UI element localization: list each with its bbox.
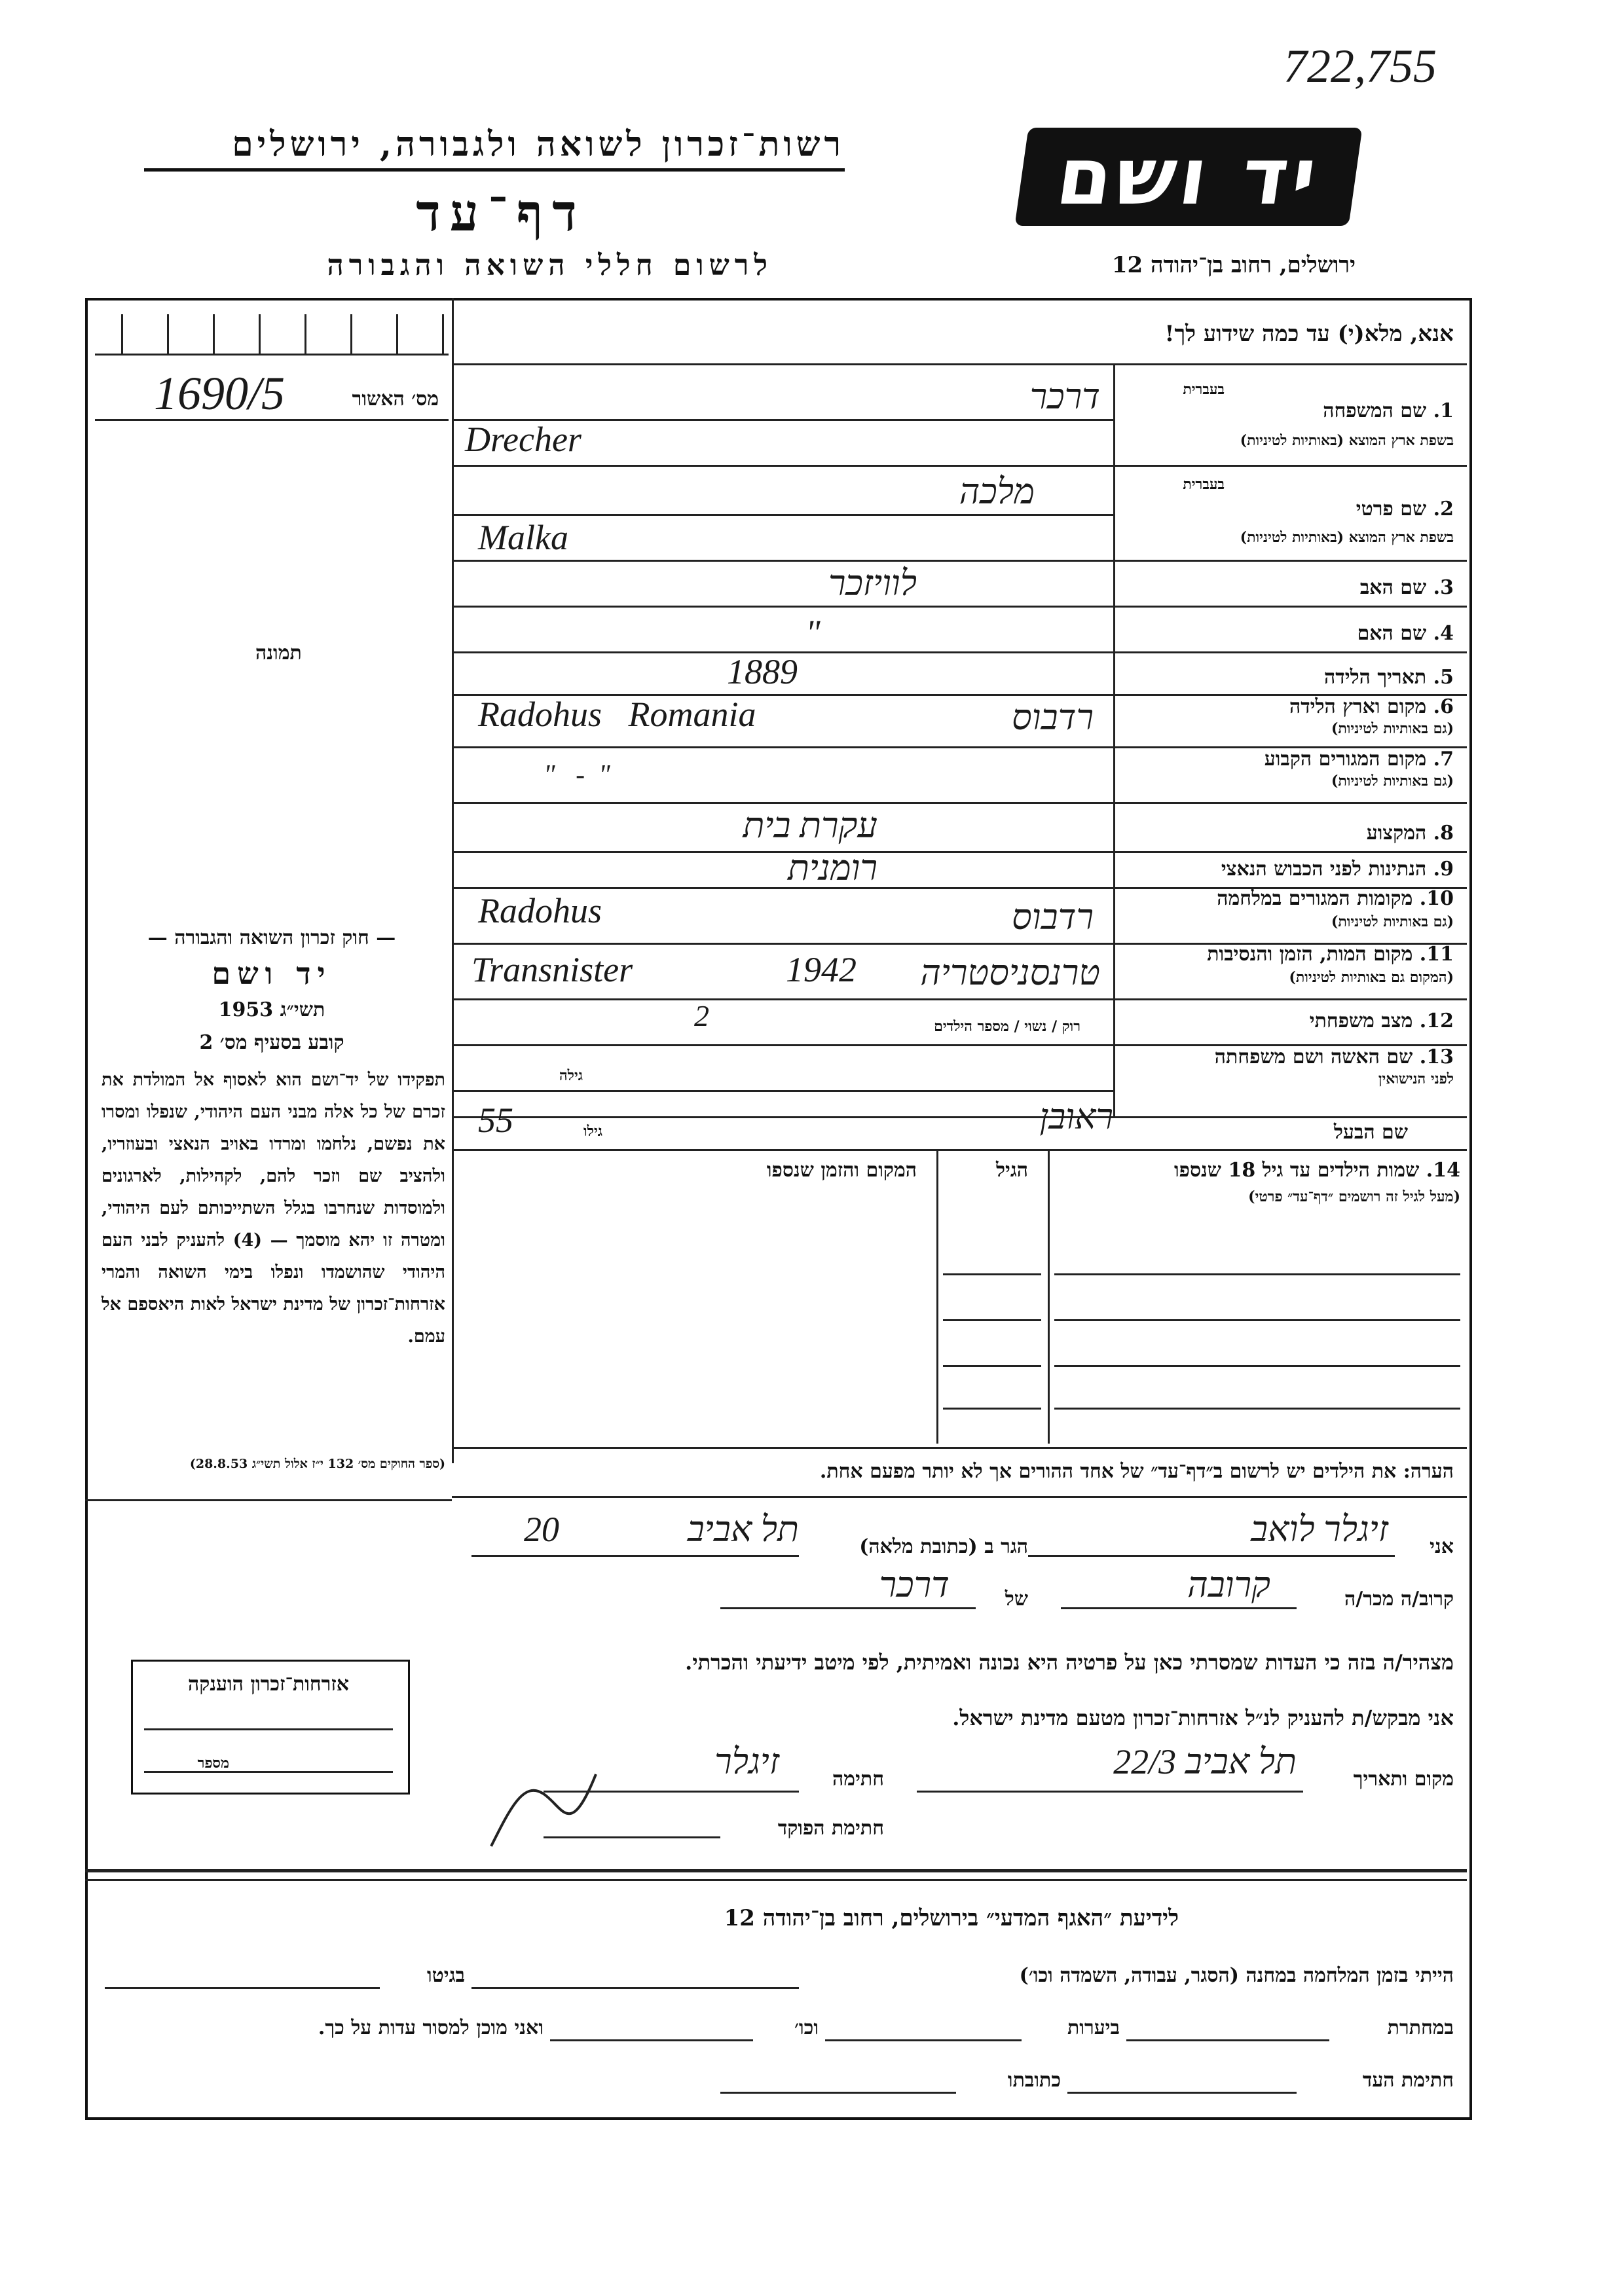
field-surname-hebrew-tag: בעברית <box>1183 381 1225 398</box>
field-husband-age-label: גילו <box>583 1123 602 1140</box>
field-mother-value: " <box>805 613 821 652</box>
signature-value: זיגלר <box>714 1742 779 1781</box>
field-wartime-residence-value-he: רדבוס <box>1012 898 1094 937</box>
footer-etc: וכו׳ <box>794 2016 819 2039</box>
officer-signature-scribble <box>485 1768 602 1853</box>
field-death-label: 11. מקום המות, הזמן והנסיבות <box>1207 943 1454 966</box>
footer-witness-signature: חתימת העד <box>1362 2069 1454 2092</box>
left-column-divider <box>452 298 454 1463</box>
children-col-age: הגיל <box>995 1159 1028 1182</box>
photo-label: תמונה <box>255 642 302 665</box>
form-title: דף־עד <box>416 183 586 243</box>
footer-underground: במחתרת <box>1387 2016 1454 2039</box>
field-surname-note: בשפת ארץ המוצא (באותיות לטיניות) <box>1240 432 1454 449</box>
field-wife-age-label: גילה <box>559 1067 583 1084</box>
declarant-of-name: דרכר <box>879 1565 950 1605</box>
field-family-status-label: 12. מצב משפחתי <box>1309 1010 1454 1032</box>
law-clause: קובע בסעיף מס׳ 2 <box>199 1031 344 1054</box>
footer-divider <box>85 1869 1467 1872</box>
field-death-value-lat: Transnister <box>471 950 633 989</box>
field-birthplace-value-lat: Radohus Romania <box>478 695 756 734</box>
footer-willing: ואני מוכן למסור עדות על כך. <box>318 2016 544 2039</box>
footer-forests: ביערות <box>1067 2016 1120 2039</box>
header-address: ירושלים, רחוב בן־יהודה 12 <box>1111 252 1356 278</box>
archive-number: 722,755 <box>1283 40 1437 92</box>
declarant-name: זיגלר לואב <box>1251 1510 1388 1549</box>
law-source: (ספר החוקים מס׳ 132 י״ז אלול תשי״ג 28.8.53) <box>189 1457 445 1471</box>
declarant-relation: קרובה <box>1187 1565 1270 1605</box>
citizenship-number-label: מספר <box>197 1755 229 1772</box>
children-label: 14. שמות הילדים עד גיל 18 שנספו <box>1173 1159 1460 1182</box>
field-wife-note: לפני הנישואין <box>1378 1070 1454 1087</box>
remark: הערה: את הילדים יש לרשום ב״דף־עד״ של אחד ההורים אך לא יותר מפעם אחת. <box>819 1460 1454 1483</box>
place-date-value: תל אביב 22/3 <box>1113 1742 1297 1781</box>
law-year: תשי״ג 1953 <box>218 998 325 1021</box>
approval-number: 1690/5 <box>154 367 286 420</box>
declaration-text: מצהיר/ה בזה כי העדות שמסרתי כאן על פרטיה היא נכונה ואמיתית, לפי מיטב ידיעתי והכרתי. <box>685 1650 1454 1675</box>
field-wartime-residence-label: 10. מקומות המגורים במלחמה <box>1217 887 1454 910</box>
law-heading: — חוק זכרון השואה והגבורה — <box>147 926 396 949</box>
field-wartime-residence-value-lat: Radohus <box>478 891 602 930</box>
field-children-count: 2 <box>694 999 709 1032</box>
field-nationality-value: רומנית <box>787 848 877 888</box>
declarant-address: תל אביב <box>687 1510 799 1549</box>
footer-ghetto: בגיטו <box>426 1964 465 1987</box>
field-father-value: לוויזכר <box>828 564 917 603</box>
citizenship-title: אזרחות־זכרון הוענקה <box>187 1673 350 1696</box>
field-residence-note: (גם באותיות לטיניות) <box>1331 773 1454 790</box>
field-husband-value: ראובן <box>1039 1097 1113 1137</box>
footer-title: לידיעת ״האגף המדעי״ בירושלים, רחוב בן־יהודה 12 <box>724 1905 1179 1931</box>
field-occupation-value: עקרת בית <box>743 806 877 845</box>
field-wife-label: 13. שם האשה ושם משפחתה <box>1214 1046 1454 1068</box>
approval-label: מס׳ האשור <box>352 388 439 410</box>
declarant-of-label: של <box>1005 1588 1028 1611</box>
authority-name: רשות־זכרון לשואה ולגבורה, ירושלים <box>144 124 845 172</box>
field-nationality-label: 9. הנתינות לפני הכבוש הנאצי <box>1221 858 1454 881</box>
declarant-residing-label: הגר ב (כתובת מלאה) <box>859 1535 1028 1558</box>
field-occupation-label: 8. המקצוע <box>1366 822 1454 845</box>
citizenship-request: אני מבקש/ת להעניק לנ״ל אזרחות־זכרון מטעם מדינת ישראל. <box>952 1705 1454 1730</box>
instruction: אנא, מלא(י) עד כמה שידוע לך! <box>1164 321 1454 347</box>
field-firstname-hebrew-tag: בעברית <box>1183 476 1225 493</box>
signature-label: חתימה <box>832 1768 884 1791</box>
children-col-place: המקום והזמן שנספו <box>766 1159 917 1182</box>
field-husband-age-value: 55 <box>478 1101 513 1140</box>
approval-ticks <box>95 314 449 354</box>
field-birthplace-label: 6. מקום וארץ הלידה <box>1289 695 1454 718</box>
law-text: תפקידו של יד־ושם הוא לאסוף אל המולדת את זכרם של כל אלה מבני העם היהודי, שנפלו ומסרו את נפשם, נלחמו ומרדו באויב הנאצי ובעוזריו, ולהציב שם וזכר להם, לקהילות, לארגונים ולמוסדות שנחרבו בגלל השתייכותם לעם היהודי, ומטרה זו יהא מוסמך — (4) להעניק לבני העם היהודי שהושמדו ונפלו בימי השואה והמרי אזרחות־זכרון של מדינת ישראל לאות היאספם אל עמם. <box>101 1070 445 1347</box>
yad-vashem-logo: יד ושם <box>1014 128 1362 226</box>
declarant-relative-label: קרוב/ה מכר/ה <box>1344 1588 1454 1611</box>
field-death-year: 1942 <box>786 950 857 989</box>
field-residence-label: 7. מקום המגורים הקבוע <box>1264 748 1454 771</box>
form-subtitle: לרשום חללי השואה והגבורה <box>327 249 773 282</box>
field-birthplace-value-he: רדבוס <box>1012 698 1094 737</box>
field-birthdate-label: 5. תאריך הלידה <box>1324 666 1454 689</box>
field-father-label: 3. שם האב <box>1359 576 1454 599</box>
field-husband-label: שם הבעל <box>1333 1121 1408 1144</box>
declarant-address-number: 20 <box>524 1510 559 1549</box>
field-death-value-he: טרנסניסטריה <box>920 953 1100 993</box>
place-date-label: מקום ותאריך <box>1353 1768 1454 1791</box>
children-note: (מעל לגיל זה רושמים ״דף־עד״ פרטי) <box>1248 1188 1460 1205</box>
field-surname-label: 1. שם המשפחה <box>1323 399 1454 422</box>
field-birthplace-note: (גם באותיות לטיניות) <box>1331 720 1454 737</box>
field-birthdate-value: 1889 <box>727 652 798 691</box>
label-column-divider <box>1113 363 1115 1116</box>
field-wartime-residence-note: (גם באותיות לטיניות) <box>1331 913 1454 930</box>
field-surname-value-lat: Drecher <box>465 420 581 459</box>
field-death-note: (המקום גם באותיות לטיניות) <box>1289 969 1454 986</box>
field-family-status-options: רוק / נשוי / מספר הילדים <box>934 1018 1080 1035</box>
field-firstname-label: 2. שם פרטי <box>1356 498 1454 520</box>
officer-signature-label: חתימת הפוקד <box>777 1817 884 1840</box>
field-residence-value: " - " <box>544 760 610 790</box>
field-firstname-value-he: מלכה <box>959 472 1035 511</box>
declarant-i-label: אני <box>1430 1535 1454 1558</box>
field-surname-value-he: דרכר <box>1029 377 1100 416</box>
field-mother-label: 4. שם האם <box>1357 622 1454 645</box>
footer-address: כתובתו <box>1007 2069 1061 2092</box>
field-firstname-note: בשפת ארץ המוצא (באותיות לטיניות) <box>1240 529 1454 546</box>
field-firstname-value-lat: Malka <box>478 518 568 557</box>
law-name: יד ושם <box>212 956 332 991</box>
footer-line1: הייתי בזמן המלחמה במחנה (הסגר, עבודה, השמדה וכו׳) <box>1019 1964 1454 1987</box>
